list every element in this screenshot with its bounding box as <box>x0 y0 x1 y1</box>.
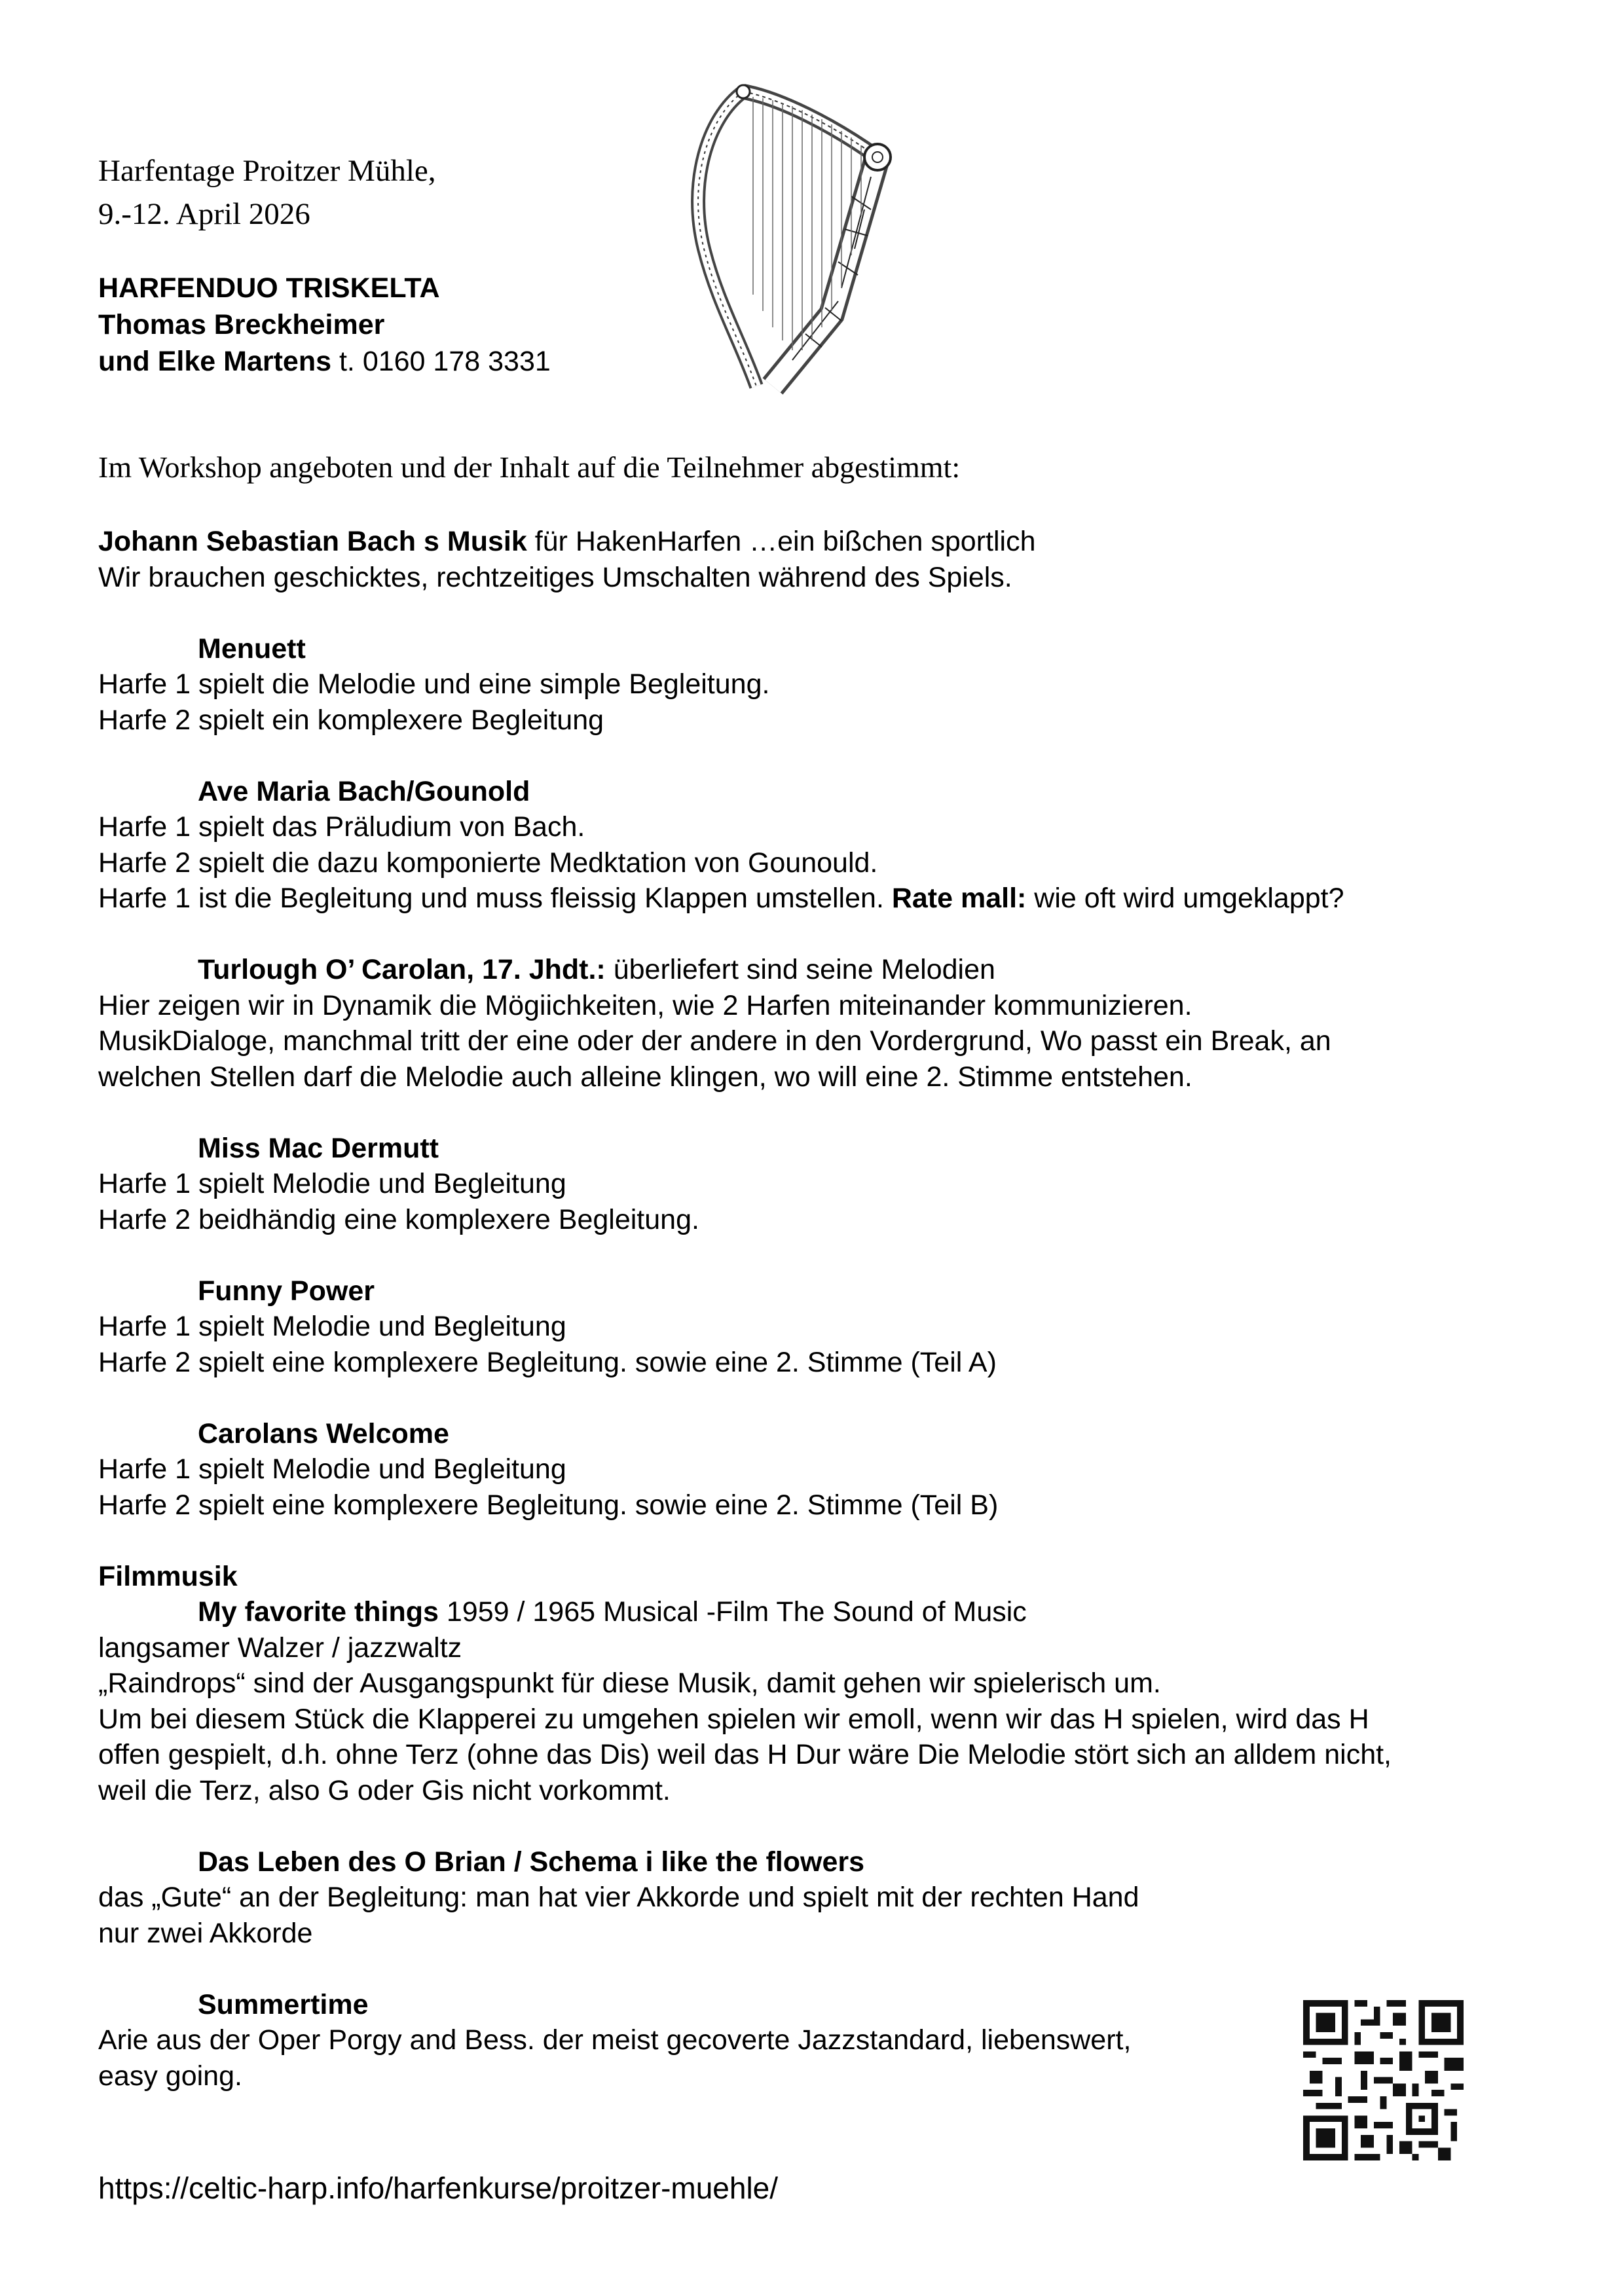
carolan-title: Turlough O’ Carolan, 17. Jhdt.: <box>198 954 606 985</box>
avemaria-quiz: Rate mall: <box>891 883 1027 914</box>
avemaria-line-2: Harfe 2 spielt die dazu komponierte Medktation von Gounould. <box>98 847 878 879</box>
summertime-title: Summertime <box>198 1988 369 2020</box>
filmmusik-line-2: „Raindrops“ sind der Ausgangspunkt für diese Musik, damit gehen wir spielerisch um. <box>98 1667 1161 1699</box>
bach-heading <box>98 524 1539 560</box>
menuett-title: Menuett <box>198 632 306 665</box>
event-date: 9.-12. April 2026 <box>98 197 310 231</box>
duo-block <box>98 270 551 380</box>
duo-person2: und Elke Martens <box>98 346 332 377</box>
duo-phone: t. 0160 178 3331 <box>331 346 551 377</box>
qr-code <box>1303 2000 1464 2160</box>
bach-title: Johann Sebastian Bach s Musik <box>98 526 527 557</box>
carolan-line-3: welchen Stellen darf die Melodie auch alleine klingen, wo will eine 2. Stimme entstehen. <box>98 1061 1192 1093</box>
carolanswelcome-title: Carolans Welcome <box>198 1417 449 1449</box>
avemaria-line-1: Harfe 1 spielt das Präludium von Bach. <box>98 811 585 843</box>
summertime-line-2: easy going. <box>98 2060 242 2092</box>
missmac-line-1: Harfe 1 spielt Melodie und Begleitung <box>98 1168 566 1199</box>
missmac-title: Miss Mac Dermutt <box>198 1132 439 1164</box>
website-url[interactable]: https://celtic-harp.info/harfenkurse/proitzer-muehle/ <box>98 2171 779 2205</box>
summertime-line-1: Arie aus der Oper Porgy and Bess. der meist gecoverte Jazzstandard, liebenswert, <box>98 2024 1132 2056</box>
carolan-line-1: Hier zeigen wir in Dynamik die Mögiichkeiten, wie 2 Harfen miteinander kommunizieren. <box>98 989 1192 1021</box>
bach-line: Wir brauchen geschicktes, rechtzeitiges Umschalten während des Spiels. <box>98 561 1012 593</box>
funnypower-line-1: Harfe 1 spielt Melodie und Begleitung <box>98 1311 566 1342</box>
filmmusik-line-4: offen gespielt, d.h. ohne Terz (ohne das Dis) weil das H Dur wäre Die Melodie stört sich an alldem nicht, <box>98 1739 1392 1770</box>
filmmusik-heading: Filmmusik <box>98 1560 238 1592</box>
carolanswelcome-line-2: Harfe 2 spielt eine komplexere Begleitung. sowie eine 2. Stimme (Teil B) <box>98 1489 999 1521</box>
brian-line-2: nur zwei Akkorde <box>98 1917 313 1949</box>
workshop-program: Johann Sebastian Bach s Musik für HakenHarfen …ein bißchen sportlich Wir brauchen geschicktes, rechtzeitiges Umschalten während des Spiels. Menuett Harfe 1 spielt die Melodie und eine simple Begleitung. Harfe 2 spielt ein komplexere Begleitung Ave Maria Bach/Gounold Harfe 1 spielt das Präludium von Bach. Harfe 2 spielt die dazu komponierte Medktation von Gounould. Harfe 1 ist die Begleitung und muss fleissig Klappen umstellen. Rate mall: wie oft wird umgeklappt? Turlough O’ Carolan, 17. Jhdt.: überliefert sind seine Melodien Hier zeigen wir in Dynamik die Mögiichkeiten, wie 2 Harfen miteinander kommunizieren. MusikDialoge, manchmal tritt der eine oder der andere in den Vordergrund, Wo passt ein Break, an welchen Stellen darf die Melodie auch alleine klingen, wo will eine 2. Stimme entstehen. Miss Mac Dermutt Harfe 1 spielt Melodie und Begleitung Harfe 2 beidhändig eine komplexere Begleitung. Funny Power Harfe 1 spielt Melodie und Begleitung Harfe 2 spielt eine komplexere Begleitung. sowie eine 2. Stimme (Teil A) Carolans Welcome Harfe 1 spielt Melodie und Begleitung Harfe 2 spielt eine komplexere Begleitung. sowie eine 2. Stimme (Teil B) Filmmusik My favorite things 1959 / 1965 Musical -Film The Sound of Music langsamer Walzer / jazzwaltz „Raindrops“ sind der Ausgangspunkt für diese Musik, damit gehen wir spielerisch um. Um bei diesem Stück die Klapperei zu umgehen spielen wir emoll, wenn wir das H spielen, wird das H offen gespielt, d.h. ohne Terz (ohne das Dis) weil das H Dur wäre Die Melodie stört sich an alldem nicht, weil die Terz, also G oder Gis nicht vorkommt. Das Leben des O Brian / Schema i like the flowers das „Gute“ an der Begleitung: man hat vier Akkorde und spielt mit der rechten Hand nur zwei Akkorde Summertime Arie aus der Oper Porgy and Bess. der meist gecoverte Jazzstandard, liebenswert, easy going. <box>98 524 1539 2094</box>
duo-name: HARFENDUO TRISKELTA <box>98 272 440 304</box>
funnypower-line-2: Harfe 2 spielt eine komplexere Begleitung. sowie eine 2. Stimme (Teil A) <box>98 1346 997 1378</box>
avemaria-line-3: Harfe 1 ist die Begleitung und muss fleissig Klappen umstellen. Rate mall: wie oft wird umgeklappt? <box>98 883 1344 914</box>
celtic-harp-illustration <box>681 79 897 399</box>
carolanswelcome-line-1: Harfe 1 spielt Melodie und Begleitung <box>98 1453 566 1485</box>
favorite-things-title: My favorite things <box>198 1596 439 1628</box>
missmac-line-2: Harfe 2 beidhändig eine komplexere Begleitung. <box>98 1203 699 1235</box>
menuett-line-2: Harfe 2 spielt ein komplexere Begleitung <box>98 704 604 736</box>
avemaria-title: Ave Maria Bach/Gounold <box>198 775 530 807</box>
carolan-line-2: MusikDialoge, manchmal tritt der eine oder der andere in den Vordergrund, Wo passt ein Break, an <box>98 1025 1331 1057</box>
funnypower-title: Funny Power <box>198 1275 375 1307</box>
brian-line-1: das „Gute“ an der Begleitung: man hat vier Akkorde und spielt mit der rechten Hand <box>98 1882 1139 1913</box>
intro-text: Im Workshop angeboten und der Inhalt auf die Teilnehmer abgestimmt: <box>98 450 961 484</box>
filmmusik-line-1: langsamer Walzer / jazzwaltz <box>98 1631 462 1664</box>
filmmusik-line-3: Um bei diesem Stück die Klapperei zu umgehen spielen wir emoll, wenn wir das H spielen, wird das H <box>98 1703 1369 1735</box>
menuett-line-1: Harfe 1 spielt die Melodie und eine simple Begleitung. <box>98 668 770 700</box>
filmmusik-line-5: weil die Terz, also G oder Gis nicht vorkommt. <box>98 1774 671 1806</box>
brian-title: Das Leben des O Brian / Schema i like the flowers <box>198 1846 865 1878</box>
duo-person1: Thomas Breckheimer <box>98 309 385 340</box>
bach-subtitle: für HakenHarfen …ein bißchen sportlich <box>526 526 1036 557</box>
event-title <box>98 149 436 236</box>
event-name: Harfentage Proitzer Mühle, <box>98 154 436 188</box>
